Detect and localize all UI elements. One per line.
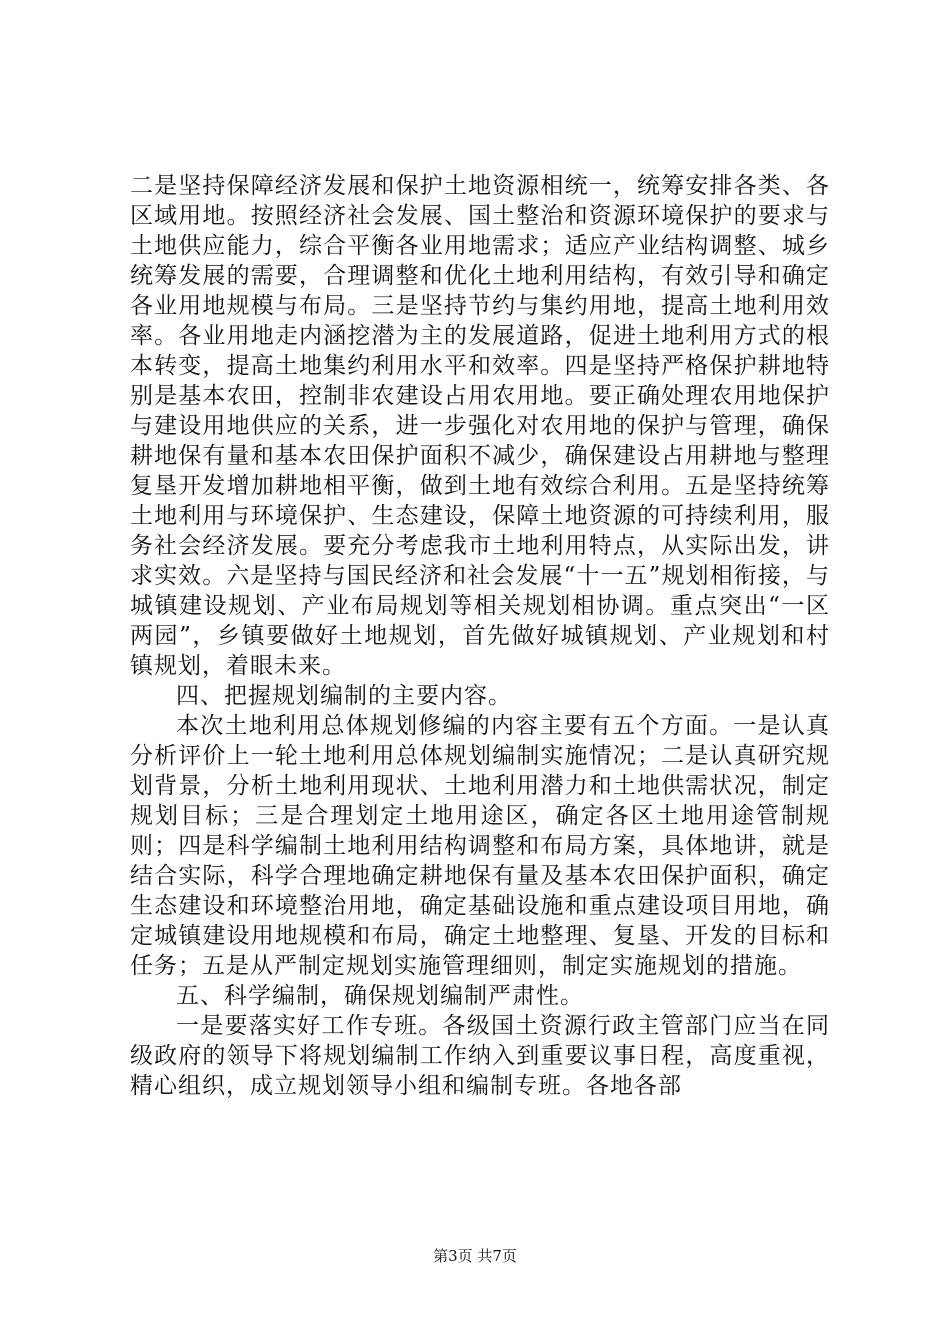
paragraph-main-content: 本次土地利用总体规划修编的内容主要有五个方面。一是认真分析评价上一轮土地利用总体规划编制实施情况；二是认真研究规划背景，分析土地利用现状、土地利用潜力和土地供需状况，制定规划目标；三是合理划定土地用途区，确定各区土地用途管制规则；四是科学编制土地利用结构调整和布局方案，具体地讲，就是结合实际，科学合理地确定耕地保有量及基本农田保护面积，确定生态建设和环境整治用地，确定基础设施和重点建设项目用地，确定城镇建设用地规模和布局，确定土地整理、复垦、开发的目标和任务；五是从严制定规划实施管理细则，制定实施规划的措施。 [130, 713, 830, 979]
page-number: 第3页 共7页 [433, 1247, 517, 1265]
document-body [130, 171, 830, 1101]
page-footer [0, 1246, 950, 1266]
section-heading-main-content: 四、把握规划编制的主要内容。 [176, 683, 512, 709]
paragraph-work-team: 一是要落实好工作专班。各级国土资源行政主管部门应当在同级政府的领导下将规划编制工作纳入到重要议事日程，高度重视，精心组织，成立规划领导小组和编制专班。各地各部 [130, 1013, 830, 1099]
section-heading-scientific-compilation: 五、科学编制，确保规划编制严肃性。 [176, 983, 584, 1009]
paragraph-principles: 二是坚持保障经济发展和保护土地资源相统一，统筹安排各类、各区域用地。按照经济社会发展、国土整治和资源环境保护的要求与土地供应能力，综合平衡各业用地需求；适应产业结构调整、城乡统筹发展的需要，合理调整和优化土地利用结构，有效引导和确定各业用地规模与布局。三是坚持节约与集约用地，提高土地利用效率。各业用地走内涵挖潜为主的发展道路，促进土地利用方式的根本转变，提高土地集约利用水平和效率。四是坚持严格保护耕地特别是基本农田，控制非农建设占用农用地。要正确处理农用地保护与建设用地供应的关系，进一步强化对农用地的保护与管理，确保耕地保有量和基本农田保护面积不减少，确保建设占用耕地与整理复垦开发增加耕地相平衡，做到土地有效综合利用。五是坚持统筹土地利用与环境保护、生态建设，保障土地资源的可持续利用，服务社会经济发展。要充分考虑我市土地利用特点，从实际出发，讲求实效。六是坚持与国民经济和社会发展“十一五”规划相衔接，与城镇建设规划、产业布局规划等相关规划相协调。重点突出“一区两园”，乡镇要做好土地规划，首先做好城镇规划、产业规划和村镇规划，着眼未来。 [130, 173, 830, 679]
